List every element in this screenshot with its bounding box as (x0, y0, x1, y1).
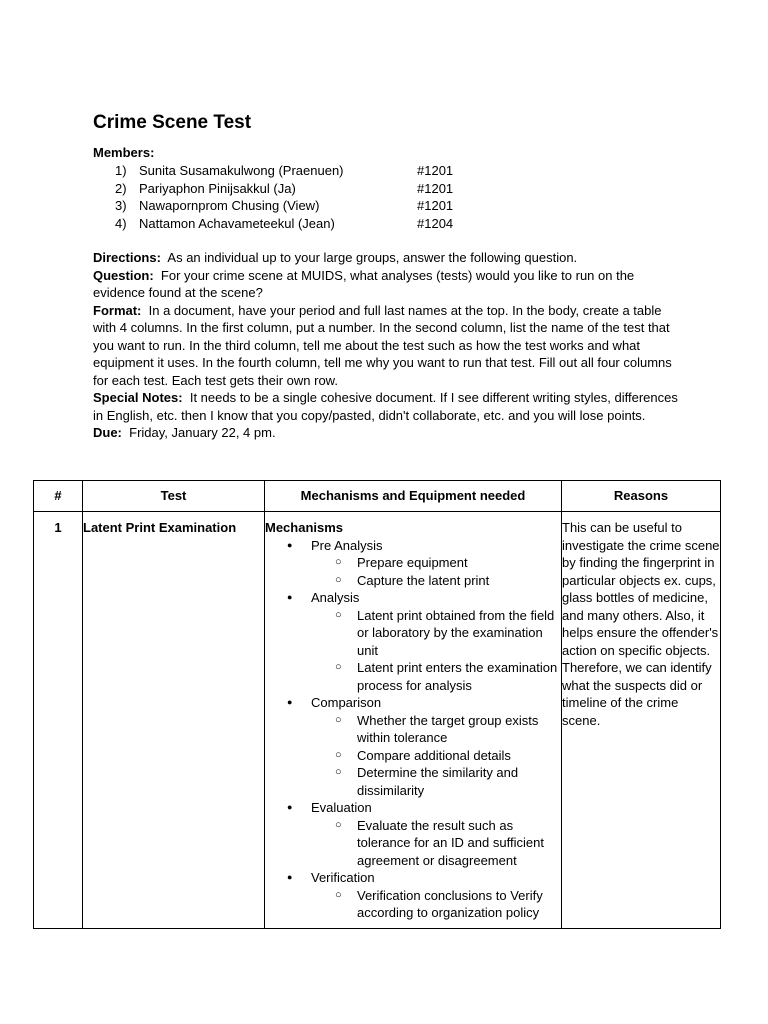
cell-number: 1 (34, 512, 83, 929)
member-name: Pariyaphon Pinijsakkul (Ja) (139, 180, 296, 196)
substep-list (311, 817, 561, 870)
notes-label: Special Notes: (93, 390, 183, 405)
substep-item: ○ Latent print obtained from the field or laboratory by the examination unit (311, 607, 561, 660)
tests-table (33, 480, 721, 929)
header-mechanisms: Mechanisms and Equipment needed (265, 481, 562, 512)
question-paragraph (93, 267, 683, 302)
table-header-row (34, 481, 721, 512)
header-number: # (34, 481, 83, 512)
substep-list (311, 554, 561, 589)
step-item (265, 694, 561, 799)
mechanisms-heading: Mechanisms (265, 520, 344, 535)
format-label: Format: (93, 302, 142, 318)
member-item (93, 180, 513, 198)
substep-item: ○ Evaluate the result such as tolerance for an ID and sufficient agreement or disagreement (311, 817, 561, 870)
step-label: Comparison (311, 695, 382, 710)
notes-paragraph (93, 389, 683, 424)
step-item (265, 869, 561, 922)
member-id: #1201 (417, 180, 454, 196)
substep-item: ○ Whether the target group exists within tolerance (311, 712, 561, 747)
substep-item: ○ Capture the latent print (311, 572, 561, 590)
due-text: Friday, January 22, 4 pm. (129, 425, 276, 440)
members-list (93, 162, 513, 232)
step-label: Verification (311, 870, 375, 885)
due-paragraph (93, 424, 683, 442)
instructions-block (93, 249, 683, 442)
members-label: Members: (93, 145, 155, 160)
step-label: Evaluation (311, 800, 372, 815)
step-item (265, 799, 561, 869)
member-id: #1201 (417, 198, 454, 213)
step-list (265, 537, 561, 922)
cell-reasons: This can be useful to investigate the crime scene by finding the fingerprint in particular objects ex. cups, glass bottles of medicine, and many others. Also, it helps ensure the offender's action on specific objects. Therefore, we can identify what the suspects did or timeline of the crime scene. (562, 512, 721, 929)
header-reasons: Reasons (562, 481, 721, 512)
substep-list (311, 887, 561, 922)
member-id: #1204 (417, 215, 454, 231)
question-label: Question: (93, 267, 154, 283)
member-number: 3) (115, 198, 127, 213)
substep-item: ○ Determine the similarity and dissimilarity (311, 764, 561, 799)
member-number: 1) (115, 163, 127, 178)
member-item (93, 215, 513, 233)
member-name: Sunita Susamakulwong (Praenuen) (139, 163, 344, 178)
member-name: Nawapornprom Chusing (View) (139, 198, 320, 213)
substep-list (311, 712, 561, 800)
member-number: 4) (115, 215, 127, 231)
directions-label: Directions: (93, 250, 161, 265)
member-id: #1201 (417, 163, 454, 178)
step-label: Pre Analysis (311, 537, 383, 553)
step-label: Analysis (311, 590, 360, 605)
member-item (93, 162, 513, 180)
header-test: Test (83, 481, 265, 512)
member-name: Nattamon Achavameteekul (Jean) (139, 215, 335, 231)
step-item (265, 589, 561, 694)
directions-text: As an individual up to your large groups, answer the following question. (167, 250, 578, 265)
cell-mechanisms (265, 512, 562, 929)
member-number: 2) (115, 180, 127, 196)
substep-item: ○ Latent print enters the examination process for analysis (311, 659, 561, 694)
table-row (34, 512, 721, 929)
question-text: For your crime scene at MUIDS, what analyses (tests) would you like to run on the evidence found at the scene? (93, 267, 635, 300)
substep-list (311, 607, 561, 695)
due-label: Due: (93, 425, 122, 440)
substep-item: ○ Compare additional details (311, 747, 561, 765)
substep-item: ○ Verification conclusions to Verify according to organization policy (311, 887, 561, 922)
substep-item: ○ Prepare equipment (311, 554, 561, 572)
notes-text: It needs to be a single cohesive document. If I see different writing styles, differences in English, etc. then I know that you copy/pasted, didn't collaborate, etc. and you will lose points. (93, 390, 678, 423)
directions-paragraph (93, 249, 683, 267)
format-text: In a document, have your period and full last names at the top. In the body, create a table with 4 columns. In the first column, put a number. In the second column, list the name of the test that you want to run. In the third column, tell me about the test such as how the test works and what equipment it uses. In the fourth column, tell me why you want to run that test. Fill out all four columns for each test. Each test gets their own row. (93, 302, 672, 388)
format-paragraph (93, 302, 683, 390)
step-item (265, 537, 561, 590)
member-item (93, 197, 513, 215)
cell-test-name: Latent Print Examination (83, 512, 265, 929)
page-title: Crime Scene Test (93, 112, 252, 133)
